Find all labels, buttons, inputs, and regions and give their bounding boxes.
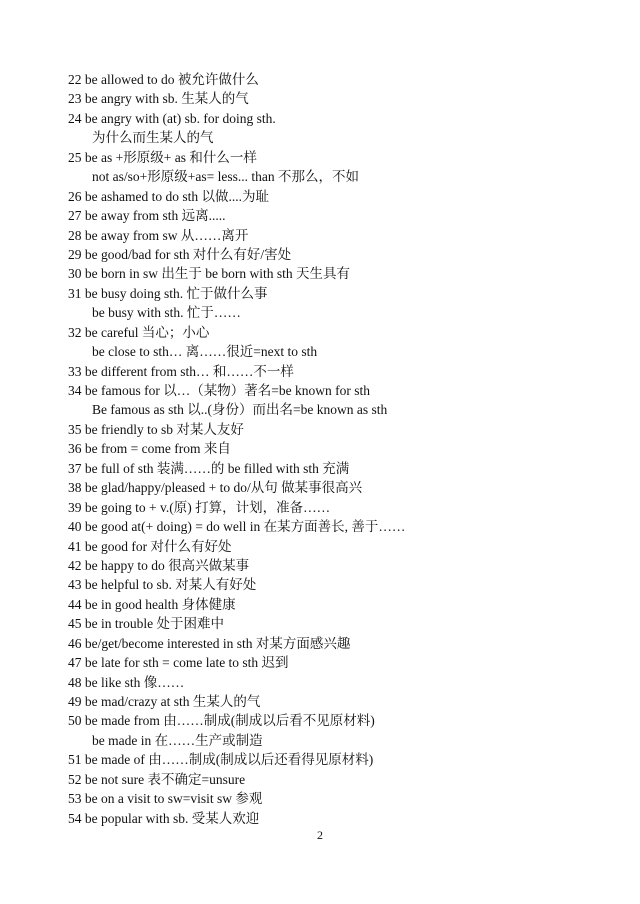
list-line: 49 be mad/crazy at sth 生某人的气 [68,694,261,709]
list-line: 44 be in good health 身体健康 [68,596,236,612]
list-line: be made in 在……生产或制造 [92,732,263,748]
list-line: 31 be busy doing sth. 忙于做什么事 [68,285,268,301]
list-line: 22 be allowed to do 被允许做什么 [68,72,259,87]
list-line: 36 be from = come from 来自 [68,441,231,457]
list-line: 42 be happy to do 很高兴做某事 [68,557,250,573]
list-line: 39 be going to + v.(原) 打算，计划，准备…… [68,499,331,515]
list-line: 53 be on a visit to sw=visit sw 参观 [68,791,263,807]
list-line: 50 be made from 由……制成(制成以后看不见原材料) [68,713,375,729]
list-line: 38 be glad/happy/pleased + to do/从句 做某事很高兴 [68,480,363,496]
list-line: 48 be like sth 像…… [68,674,185,690]
list-line: 23 be angry with sb. 生某人的气 [68,91,249,107]
list-line: 27 be away from sth 远离..... [68,208,226,224]
list-line: 30 be born in sw 出生于 be born with sth 天生具有 [68,266,350,282]
list-line: be busy with sth. 忙于…… [92,305,241,321]
list-line: 26 be ashamed to do sth 以做....为耻 [68,188,269,204]
list-line: 28 be away from sw 从……离开 [68,227,249,243]
list-line: 43 be helpful to sb. 对某人有好处 [68,577,257,593]
list-line: 32 be careful 当心；小心 [68,324,210,340]
list-line: 45 be in trouble 处于困难中 [68,616,224,632]
list-line: 24 be angry with (at) sb. for doing sth. [68,110,276,126]
list-line: 54 be popular with sb. 受某人欢迎 [68,810,260,826]
list-line: 51 be made of 由……制成(制成以后还看得见原材料) [68,752,374,768]
page-number: 2 [317,828,323,842]
list-line: 46 be/get/become interested in sth 对某方面感兴趣 [68,635,351,651]
list-line: 41 be good for 对什么有好处 [68,538,232,554]
list-line: not as/so+形原级+as= less... than 不那么，不如 [92,169,359,185]
list-line: 47 be late for sth = come late to sth 迟到 [68,655,289,671]
list-line: 35 be friendly to sb 对某人友好 [68,421,244,437]
list-line: 29 be good/bad for sth 对什么有好/害处 [68,246,292,262]
list-line: 34 be famous for 以…（某物）著名=be known for sth [68,383,370,398]
list-line: 33 be different from sth… 和……不一样 [68,363,294,379]
list-line: 25 be as +形原级+ as 和什么一样 [68,149,257,165]
list-line: 37 be full of sth 装满……的 be filled with sth 充满 [68,460,350,476]
list-line: 52 be not sure 表不确定=unsure [68,771,246,787]
phrase-list [68,70,628,828]
list-line: 为什么而生某人的气 [92,130,214,146]
list-line: be close to sth… 离……很近=next to sth [92,344,318,360]
list-line: 40 be good at(+ doing) = do well in 在某方面善长, 善于…… [68,519,406,535]
list-line: Be famous as sth 以..(身份）而出名=be known as sth [92,402,388,418]
